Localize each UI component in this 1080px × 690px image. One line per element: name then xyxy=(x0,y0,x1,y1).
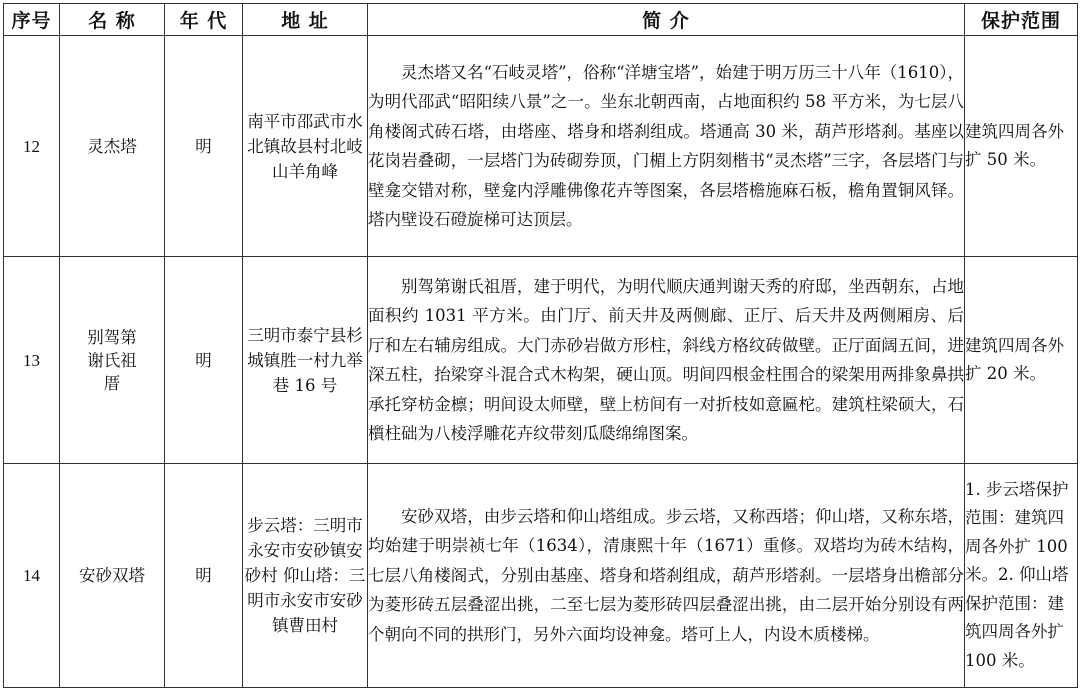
row-intro xyxy=(368,257,965,464)
row-intro-text: 灵杰塔又名“石岐灵塔”，俗称“洋塘宝塔”，始建于明万历三十八年（1610），为明代邵武“昭阳续八景”之一。坐东北朝西南，占地面积约 58 平方米，为七层八角楼阁式砖石塔，由塔座、塔身和塔刹组成。塔通高 30 米，葫芦形塔刹。基座以花岗岩叠砌，一层塔门为砖砌券顶，门楣上方阴刻楷书“灵杰塔”三字，各层塔门与壁龛交错对称，壁龛内浮雕佛像花卉等图案，各层塔檐施麻石板，檐角置铜风铎。塔内壁设石磴旋梯可达顶层。 xyxy=(368,62,964,229)
row-address: 步云塔：三明市永安市安砂镇安砂村 仰山塔：三明市永安市安砂镇曹田村 xyxy=(243,464,368,688)
row-intro-text: 别驾第谢氏祖厝，建于明代，为明代顺庆通判谢天秀的府邸，坐西朝东，占地面积约 1031 平方米。由门厅、前天井及两侧廊、正厅、后天井及两侧厢房、后厅和左右辅房组成。大门赤砂岩做方形柱，斜线方格纹砖做壁。正厅面阔五间，进深五柱，抬梁穿斗混合式木构架，硬山顶。明间四根金柱围合的梁架用两排象鼻拱承托穿枋金檩；明间设太师壁，壁上枋间有一对折枝如意匾柁。建筑柱梁硕大，石櫍柱础为八棱浮雕花卉纹带刻瓜瓞绵绵图案。 xyxy=(368,276,964,443)
row-name: 安砂双塔 xyxy=(60,464,165,688)
row-era: 明 xyxy=(165,36,243,257)
header-intro: 简 介 xyxy=(368,4,965,36)
row-intro xyxy=(368,36,965,257)
row-scope: 建筑四周各外扩 50 米。 xyxy=(965,36,1078,257)
row-scope: 1. 步云塔保护范围：建筑四周各外扩 100 米。2. 仰山塔保护范围：建筑四周各外扩 100 米。 xyxy=(965,464,1078,688)
table-row xyxy=(4,36,1078,257)
row-era: 明 xyxy=(165,257,243,464)
heritage-table xyxy=(3,3,1078,688)
row-name-text: 别驾第谢氏祖厝 xyxy=(87,327,137,393)
row-scope: 建筑四周各外扩 20 米。 xyxy=(965,257,1078,464)
table-row xyxy=(4,464,1078,688)
row-name xyxy=(60,257,165,464)
table-header-row xyxy=(4,4,1078,36)
header-scope: 保护范围 xyxy=(965,4,1078,36)
header-name: 名 称 xyxy=(60,4,165,36)
row-intro-text: 安砂双塔，由步云塔和仰山塔组成。步云塔，又称西塔；仰山塔，又称东塔，均始建于明崇祯七年（1634），清康熙十年（1671）重修。双塔均为砖木结构，七层八角楼阁式，分别由基座、塔身和塔刹组成，葫芦形塔刹。一层塔身出檐部分为菱形砖五层叠涩出挑，二至七层为菱形砖四层叠涩出挑，由二层开始分别设有两个朝向不同的拱形门，另外六面均设神龛。塔可上人，内设木质楼梯。 xyxy=(368,506,964,644)
row-era: 明 xyxy=(165,464,243,688)
row-name: 灵杰塔 xyxy=(60,36,165,257)
header-seq: 序号 xyxy=(4,4,60,36)
table-row xyxy=(4,257,1078,464)
row-seq: 12 xyxy=(4,36,60,257)
row-intro xyxy=(368,464,965,688)
row-address: 南平市邵武市水北镇故县村北岐山羊角峰 xyxy=(243,36,368,257)
header-address: 地 址 xyxy=(243,4,368,36)
row-address: 三明市泰宁县杉城镇胜一村九举巷 16 号 xyxy=(243,257,368,464)
row-seq: 13 xyxy=(4,257,60,464)
row-seq: 14 xyxy=(4,464,60,688)
header-era: 年 代 xyxy=(165,4,243,36)
